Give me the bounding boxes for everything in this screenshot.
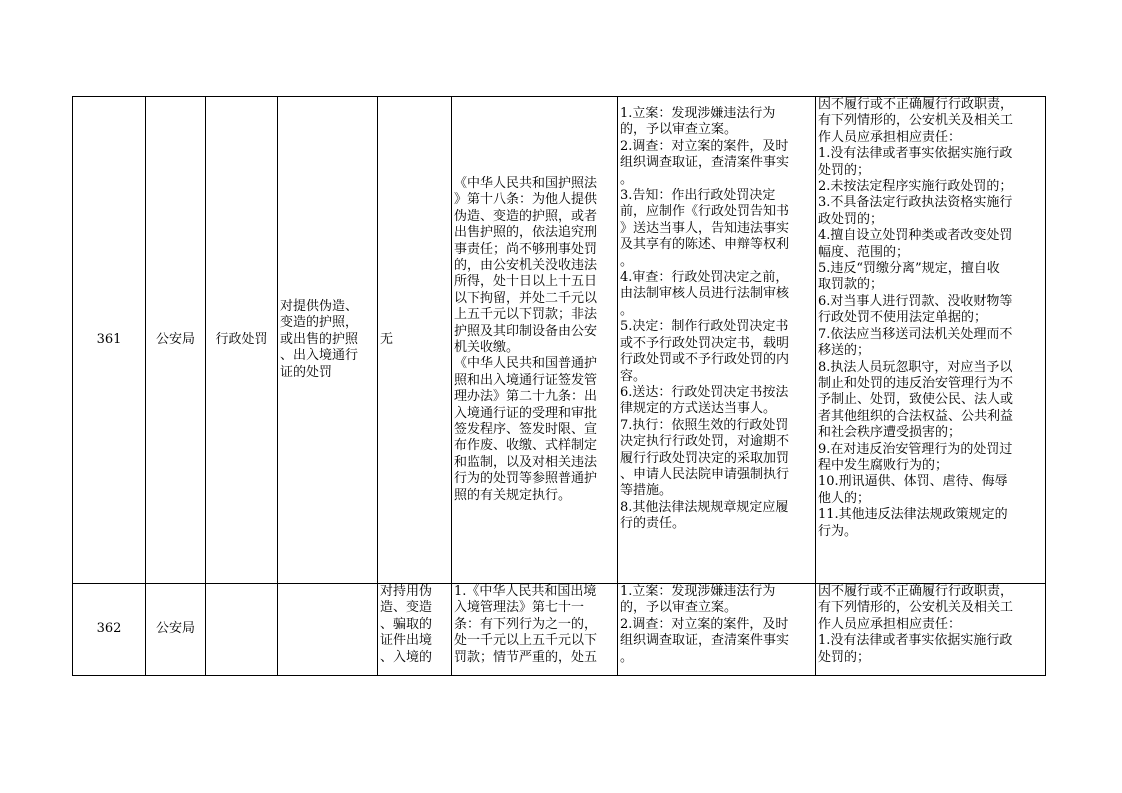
row-number: 361 bbox=[96, 331, 122, 347]
column-divider bbox=[277, 96, 278, 676]
category-cell bbox=[206, 584, 277, 675]
column-divider bbox=[617, 96, 618, 676]
department-cell: 公安局 bbox=[155, 621, 195, 637]
liability-cell: 因不履行或不正确履行行政职责， 有下列情形的，公安机关及相关工 作人员应承担相应责任： 1.没有法律或者事实依据实施行政 处罚的； bbox=[818, 584, 1014, 665]
process-cell: 1.立案：发现涉嫌违法行为 的，予以审查立案。 2.调查：对立案的案件，及时 组织调查取证，查清案件事实 。 3.告知：作出行政处罚决定 前，应制作《行政处罚告知书 》送达当事人，告知违法事实 及其享有的陈述、申辩等权利 。 4.审查：行政处罚决定之前， 由法制审核人员进行法制审核 。 5.决定：制作行政处罚决定书 或不予行政处罚决定书，载明 行政处罚或不予行政处罚的内 容。 6.送达：行政处罚决定书按法 律规定的方式送达当事人。 7.执行：依照生效的行政处罚 决定执行行政处罚，对逾期不 履行行政处罚决定的采取加罚 、申请人民法院申请强制执行 等措施。 8.其他法律法规规章规定应履 行的责任。 bbox=[620, 106, 790, 532]
column-divider bbox=[451, 96, 452, 676]
legal-basis-cell: 《中华人民共和国护照法 》第十八条：为他人提供 伪造、变造的护照，或者 出售护照的，依法追究刑 事责任；尚不够刑事处罚 的，由公安机关没收违法 所得，处十日以上十五日 以下拘留，并处二千元以 上五千元以下罚款；非法 护照及其印制设备由公安 机关收缴。 《中华人民共和国普通护 照和出入境通行证签发管 理办法》第二十九条：出 入境通行证的受理和审批 签发程序、签发时限、宣 布作废、收缴、式样制定 和监制，以及对相关违法 行为的处罚等参照普通护 照的有关规定执行。 bbox=[454, 175, 598, 503]
liability-cell: 因不履行或不正确履行行政职责， 有下列情形的，公安机关及相关工 作人员应承担相应责任： 1.没有法律或者事实依据实施行政 处罚的； 2.未按法定程序实施行政处罚的； 3.不具备法定行政执法资格实施行 政处罚的； 4.擅自设立处罚种类或者改变处罚 幅度、范围的； 5.违反“罚缴分离”规定，擅自收 取罚款的； 6.对当事人进行罚款、没收财物等 行政处罚不使用法定单据的； 7.依法应当移送司法机关处理而不 移送的； 8.执法人员玩忽职守，对应当予以 制止和处罚的违反治安管理行为不 予制止、处罚，致使公民、法人或 者其他组织的合法权益、公共利益 和社会秩序遭受损害的； 9.在对违反治安管理行为的处罚过 程中发生腐败行为的； 10.刑讯逼供、体罚、虐待、侮辱 他人的； 11.其他违反法律法规政策规定的 行为。 bbox=[818, 97, 1014, 539]
row-number: 362 bbox=[96, 621, 122, 637]
row-divider bbox=[72, 675, 1046, 676]
item-name-cell bbox=[280, 584, 376, 675]
column-divider bbox=[1045, 96, 1046, 676]
sub-item-cell: 对持用伪 造、变造 、骗取的 证件出境 、入境的 bbox=[380, 584, 433, 665]
process-cell: 1.立案：发现涉嫌违法行为 的，予以审查立案。 2.调查：对立案的案件，及时 组织调查取证，查清案件事实 。 bbox=[620, 584, 790, 665]
sub-item-cell: 无 bbox=[380, 331, 394, 347]
item-name-cell: 对提供伪造、 变造的护照， 或出售的护照 、出入境通行 证的处罚 bbox=[280, 298, 359, 380]
column-divider bbox=[815, 96, 816, 676]
department-cell: 公安局 bbox=[155, 331, 195, 347]
column-divider bbox=[377, 96, 378, 676]
legal-basis-cell: 1.《中华人民共和国出境 入境管理法》第七十一 条：有下列行为之一的， 处一千元以上五千元以下 罚款；情节严重的，处五 bbox=[454, 584, 598, 665]
category-cell: 行政处罚 bbox=[215, 331, 268, 347]
